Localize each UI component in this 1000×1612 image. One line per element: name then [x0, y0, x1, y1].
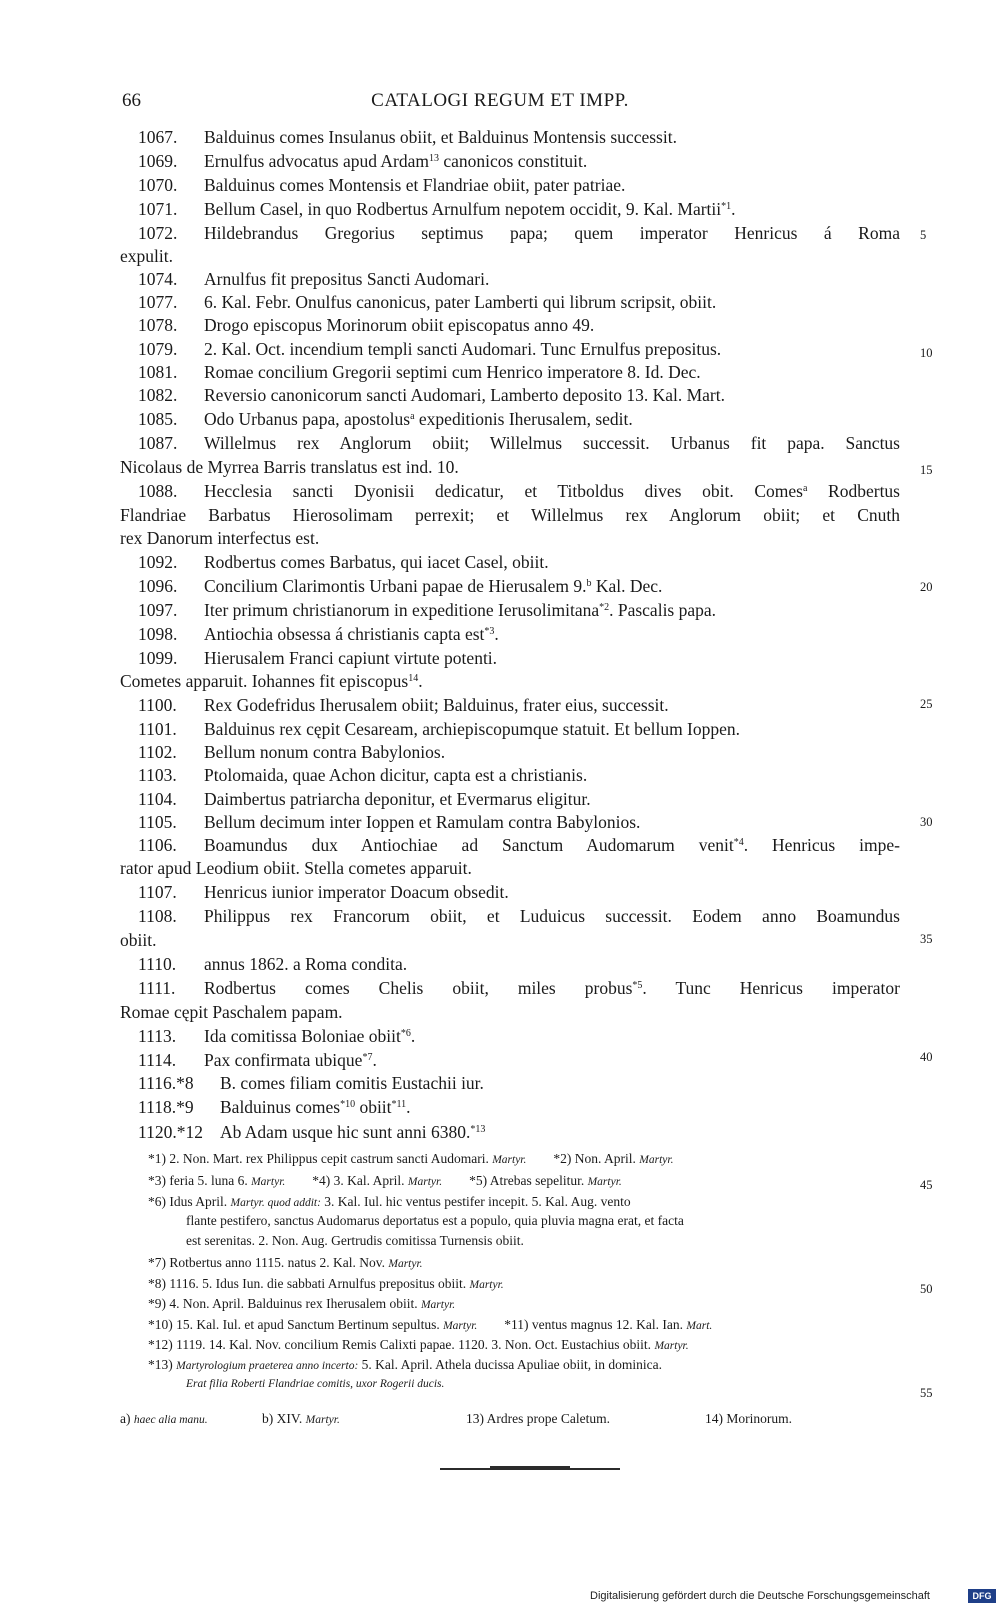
entry-year: 1074.: [138, 269, 178, 289]
entry-year: 1082.: [138, 385, 178, 405]
footnote: [148, 1316, 712, 1335]
entry-text: [120, 929, 900, 952]
footnote-source: Martyr.: [639, 1154, 674, 1166]
entry-text-part: Willelmus rex Anglorum obiit; Willelmus successit. Urbanus fit papa. Sanctus: [204, 433, 900, 453]
entry-text: [204, 953, 900, 976]
entry-year: 1088.: [138, 481, 178, 501]
footnote-source: Mart.: [686, 1320, 713, 1332]
entry-text-part: .: [406, 1097, 411, 1117]
footnote-mark: *11): [504, 1317, 529, 1332]
entry-year: 1103.: [138, 765, 177, 785]
page-number: 66: [122, 90, 141, 111]
margin-line-number: 15: [920, 463, 933, 477]
note-b: b) XIV. Martyr.: [262, 1411, 340, 1426]
footnote-source: Martyr.: [469, 1279, 504, 1291]
entry-year: 1078.: [138, 315, 178, 335]
entry-text: [204, 764, 900, 787]
entry-year: 1079.: [138, 339, 178, 359]
entry-text-part: Odo Urbanus papa, apostolus: [204, 409, 411, 429]
entry-year: 1087.: [138, 433, 178, 453]
entry-year: 1118.*9: [138, 1097, 194, 1117]
entry-year: 1102.: [138, 742, 177, 762]
entry-year: 1098.: [138, 624, 178, 644]
footnote-text: ventus magnus 12. Kal. Ian.: [531, 1317, 684, 1332]
entry-text-part: .: [731, 199, 736, 219]
entry-text-part: Ida comitissa Boloniae obiit: [204, 1026, 401, 1046]
margin-line-number: 55: [920, 1386, 933, 1400]
entry-text: [204, 314, 900, 337]
note-reference: 14: [408, 673, 419, 684]
entry-year: 1085.: [138, 409, 178, 429]
note-reference: *11: [391, 1099, 407, 1110]
entry-text: [204, 338, 900, 361]
entry-year: 1069.: [138, 151, 178, 171]
footnote-text: est serenitas. 2. Non. Aug. Gertrudis comitissa Turnensis obiit.: [186, 1233, 524, 1248]
entry-text-part: Kal. Dec.: [591, 576, 663, 596]
entry-text-part: Arnulfus fit prepositus Sancti Audomari.: [204, 269, 490, 289]
entry-text: [204, 291, 900, 314]
entry-text-part: Henricus iunior imperator Doacum obsedit.: [204, 882, 509, 902]
footnote-source: Martyrologium praeterea anno incerto:: [176, 1360, 359, 1372]
entry-text-part: Bellum Casel, in quo Rodbertus Arnulfum nepotem occidit, 9. Kal. Martii: [204, 199, 722, 219]
digitization-credit: Digitalisierung gefördert durch die Deutsche Forschungsgemeinschaft: [590, 1590, 930, 1602]
entry-year: 1107.: [138, 882, 177, 902]
footnote: [148, 1172, 622, 1191]
footnote-text: feria 5. luna 6.: [169, 1173, 248, 1188]
footnote-mark: *7): [148, 1255, 166, 1270]
entry-text: [204, 881, 900, 904]
footnote-mark: *1): [148, 1151, 166, 1166]
footnote-text: 3. Kal. April.: [333, 1173, 405, 1188]
footnote: [148, 1336, 689, 1355]
entry-text: [204, 694, 900, 717]
entry-text: [204, 268, 900, 291]
entry-year: 1070.: [138, 175, 178, 195]
entry-year: 1116.*8: [138, 1073, 194, 1093]
note-reference: *5: [632, 980, 643, 991]
footnote: [186, 1212, 684, 1229]
margin-line-number: 35: [920, 932, 933, 946]
entry-year: 1106.: [138, 835, 177, 855]
entry-text-part: Rodbertus: [807, 481, 900, 501]
entry-text-part: Antiochia obsessa á christianis capta est: [204, 624, 485, 644]
margin-line-number: 40: [920, 1050, 933, 1064]
entry-year: 1111.: [138, 978, 176, 998]
entry-text-part: annus 1862. a Roma condita.: [204, 954, 408, 974]
footnote-source: Martyr.: [443, 1320, 478, 1332]
note-reference: a: [410, 411, 415, 422]
footnote: [148, 1295, 455, 1314]
note-reference: a: [802, 483, 808, 494]
entry-text-part: Concilium Clarimontis Urbani papae de Hierusalem 9.: [204, 576, 587, 596]
footnote: [148, 1254, 423, 1273]
entry-text: [204, 718, 900, 741]
footnote-mark: *10): [148, 1317, 173, 1332]
entry-text-part: Nicolaus de Myrrea Barris translatus est ind. 10.: [120, 457, 459, 477]
entry-year: 1099.: [138, 648, 178, 668]
entry-year: 1077.: [138, 292, 178, 312]
entry-text-part: Rodbertus comes Barbatus, qui iacet Casel, obiit.: [204, 552, 549, 572]
footnote-text: 1119. 14. Kal. Nov. concilium Remis Calixti papae. 1120. 3. Non. Oct. Eustachius obiit.: [176, 1337, 652, 1352]
entry-text: [204, 647, 900, 670]
entry-text: [120, 527, 900, 550]
entry-text: [220, 1072, 900, 1095]
note-reference: *1: [721, 201, 732, 212]
entry-text: [220, 1121, 900, 1144]
entry-text-part: .: [494, 624, 499, 644]
entry-text-part: Bellum nonum contra Babylonios.: [204, 742, 446, 762]
entry-text-part: Hecclesia sancti Dyonisii dedicatur, et Titboldus dives obit. Comes: [204, 481, 803, 501]
entry-year: 1096.: [138, 576, 178, 596]
entry-text: [204, 1025, 900, 1048]
footnote-source: Martyr.: [251, 1176, 286, 1188]
note-reference: 13: [429, 153, 440, 164]
entry-text-part: .: [410, 1026, 416, 1046]
footnote: [148, 1150, 673, 1169]
entry-text-part: Hildebrandus Gregorius septimus papa; quem imperator Henricus á Roma: [204, 223, 900, 243]
entry-text-part: . Henricus impe-: [743, 835, 900, 855]
entry-text-part: Daimbertus patriarcha deponitur, et Evermarus eligitur.: [204, 789, 591, 809]
running-title: CATALOGI REGUM ET IMPP.: [371, 90, 629, 111]
entry-text: [204, 623, 900, 646]
footnote-text: flante pestifero, sanctus Audomarus deportatus est a populo, quia pluvia magna erat, et facta: [186, 1213, 684, 1228]
note-reference: *3: [484, 626, 495, 637]
entry-text-part: Reversio canonicorum sancti Audomari, Lamberto deposito 13. Kal. Mart.: [204, 385, 725, 405]
margin-line-number: 25: [920, 697, 933, 711]
entry-text-part: Cometes apparuit. Iohannes fit episcopus: [120, 671, 409, 691]
footnote-mark: *8): [148, 1276, 166, 1291]
entry-text-part: Balduinus comes: [220, 1097, 341, 1117]
entry-text: [204, 432, 900, 455]
entry-text-part: Balduinus comes Montensis et Flandriae obiit, pater patriae.: [204, 175, 626, 195]
entry-text: [120, 504, 900, 527]
note-reference: *10: [340, 1099, 356, 1110]
note-a: a) haec alia manu.: [120, 1411, 208, 1426]
entry-text-part: rator apud Leodium obiit. Stella cometes apparuit.: [120, 858, 472, 878]
entry-text-part: Ernulfus advocatus apud Ardam: [204, 151, 430, 171]
entry-text-part: Philippus rex Francorum obiit, et Luduicus successit. Eodem anno Boamundus: [204, 906, 900, 926]
footnote-source: Erat filia Roberti Flandriae comitis, uxor Rogerii ducis.: [186, 1378, 445, 1390]
footnote-text: 1116. 5. Idus Iun. die sabbati Arnulfus prepositus obiit.: [169, 1276, 467, 1291]
footnote-source: Martyr.: [492, 1154, 527, 1166]
entry-text-part: . Tunc Henricus imperator: [642, 978, 900, 998]
entry-year: 1114.: [138, 1050, 177, 1070]
entry-text: [204, 599, 900, 622]
footnote-mark: *2): [553, 1151, 572, 1166]
note-13: 13) Ardres prope Caletum.: [466, 1411, 610, 1426]
entry-text: [220, 1096, 900, 1119]
footnote-text: 3. Kal. Iul. hic ventus pestifer incepit. 5. Kal. Aug. vento: [324, 1194, 631, 1209]
margin-line-number: 5: [920, 228, 927, 242]
footnote-mark: *4): [312, 1173, 331, 1188]
entry-text: [204, 408, 900, 431]
footnote-mark: *3): [148, 1173, 166, 1188]
footnote-mark: *5): [469, 1173, 488, 1188]
entry-text: [204, 480, 900, 503]
margin-line-number: 50: [920, 1282, 933, 1296]
entry-text-part: canonicos constituit.: [439, 151, 588, 171]
entry-text: [204, 198, 900, 221]
footnote: [186, 1232, 524, 1249]
footnote-text: Atrebas sepelitur.: [489, 1173, 585, 1188]
entry-text-part: . Pascalis papa.: [609, 600, 717, 620]
entry-text-part: obiit: [355, 1097, 392, 1117]
entry-text-part: expulit.: [120, 246, 173, 266]
footnote-text: 5. Kal. April. Athela ducissa Apuliae obiit, in dominica.: [361, 1357, 663, 1372]
footnote-mark: *13): [148, 1357, 173, 1372]
footnote-text: 4. Non. April. Balduinus rex Iherusalem obiit.: [169, 1296, 418, 1311]
entry-year: 1100.: [138, 695, 177, 715]
entry-year: 1104.: [138, 789, 177, 809]
entry-text: [120, 1001, 900, 1024]
footnote-source: Martyr.: [587, 1176, 622, 1188]
entry-text: [204, 150, 900, 173]
entry-text-part: Hierusalem Franci capiunt virtute potenti.: [204, 648, 498, 668]
entry-text: [204, 741, 900, 764]
footnote: [148, 1193, 631, 1212]
entry-text-part: Balduinus comes Insulanus obiit, et Balduinus Montensis successit.: [204, 127, 677, 147]
footnote-source: Martyr. quod addit:: [230, 1197, 321, 1209]
note-reference: b: [586, 578, 592, 589]
footnote-mark: *6): [148, 1194, 166, 1209]
entry-text: [120, 670, 900, 693]
entry-text-part: Ptolomaida, quae Achon dicitur, capta est a christianis.: [204, 765, 588, 785]
entry-year: 1120.*12: [138, 1122, 203, 1142]
closing-rule-center: [490, 1466, 570, 1470]
entry-year: 1101.: [138, 719, 177, 739]
entry-text: [204, 575, 900, 598]
entry-year: 1110.: [138, 954, 177, 974]
entry-text: [204, 811, 900, 834]
entry-text-part: 2. Kal. Oct. incendium templi sancti Audomari. Tunc Ernulfus prepositus.: [204, 339, 722, 359]
entry-text: [204, 834, 900, 857]
entry-text-part: Boamundus dux Antiochiae ad Sanctum Audomarum venit: [204, 835, 734, 855]
note-reference: *13: [470, 1124, 486, 1135]
entry-text-part: .: [372, 1050, 377, 1070]
entry-text: [204, 1049, 900, 1072]
entry-year: 1072.: [138, 223, 178, 243]
margin-line-number: 20: [920, 580, 933, 594]
entry-year: 1071.: [138, 199, 178, 219]
entry-year: 1108.: [138, 906, 177, 926]
footnote-source: Martyr.: [420, 1299, 456, 1311]
footnote: [186, 1374, 444, 1393]
entry-text: [204, 551, 900, 574]
entry-year: 1105.: [138, 812, 177, 832]
entry-text-part: B. comes filiam comitis Eustachii iur.: [220, 1073, 484, 1093]
entry-text: [204, 126, 900, 149]
margin-line-number: 45: [920, 1178, 933, 1192]
footnote-text: 2. Non. Mart. rex Philippus cepit castrum sancti Audomari.: [169, 1151, 489, 1166]
footnote: [148, 1275, 504, 1294]
footnote-text: Idus April.: [169, 1194, 228, 1209]
entry-text-part: Bellum decimum inter Ioppen et Ramulam contra Babylonios.: [204, 812, 641, 832]
footnote-source: Martyr.: [407, 1176, 443, 1188]
footnote-source: Martyr.: [388, 1258, 423, 1270]
margin-line-number: 10: [920, 346, 933, 360]
entry-text-part: Rodbertus comes Chelis obiit, miles probus: [204, 978, 633, 998]
entry-year: 1097.: [138, 600, 178, 620]
entry-text: [204, 977, 900, 1000]
entry-text-part: Ab Adam usque hic sunt anni 6380.: [220, 1122, 471, 1142]
footnote-mark: *9): [148, 1296, 166, 1311]
entry-text-part: Drogo episcopus Morinorum obiit episcopatus anno 49.: [204, 315, 595, 335]
entry-text-part: Balduinus rex cępit Cesaream, archiepiscopumque statuit. Et bellum Ioppen.: [204, 719, 741, 739]
footnote: [148, 1356, 662, 1375]
entry-text-part: Romae concilium Gregorii septimi cum Henrico imperatore 8. Id. Dec.: [204, 362, 701, 382]
entry-text-part: obiit.: [120, 930, 157, 950]
entry-text: [204, 174, 900, 197]
note-reference: *2: [599, 602, 610, 613]
footnote-text: Rotbertus anno 1115. natus 2. Kal. Nov.: [169, 1255, 385, 1270]
entry-year: 1067.: [138, 127, 178, 147]
footnote-mark: *12): [148, 1337, 173, 1352]
entry-text: [120, 245, 900, 268]
note-reference: *6: [400, 1028, 411, 1039]
entry-text: [204, 361, 900, 384]
entry-text: [120, 456, 900, 479]
footnote-text: Non. April.: [574, 1151, 636, 1166]
entry-text-part: .: [418, 671, 423, 691]
entry-text: [204, 384, 900, 407]
entry-text-part: Romae cępit Paschalem papam.: [120, 1002, 343, 1022]
entry-text: [120, 857, 900, 880]
entry-text: [204, 905, 900, 928]
entry-year: 1081.: [138, 362, 178, 382]
entry-text-part: Rex Godefridus Iherusalem obiit; Balduinus, frater eius, successit.: [204, 695, 669, 715]
note-14: 14) Morinorum.: [705, 1411, 792, 1426]
margin-line-number: 30: [920, 815, 933, 829]
footnote-text: 15. Kal. Iul. et apud Sanctum Bertinum sepultus.: [176, 1317, 440, 1332]
dfg-logo: DFG: [968, 1589, 996, 1603]
entry-year: 1113.: [138, 1026, 177, 1046]
entry-text-part: Pax confirmata ubique: [204, 1050, 363, 1070]
entry-text: [204, 222, 900, 245]
entry-text: [204, 788, 900, 811]
footnote-source: Martyr.: [654, 1340, 689, 1352]
entry-text-part: Iter primum christianorum in expeditione Ierusolimitana: [204, 600, 600, 620]
note-reference: *7: [362, 1052, 373, 1063]
entry-text-part: expeditionis Iherusalem, sedit.: [414, 409, 633, 429]
note-reference: *4: [733, 837, 744, 848]
entry-text-part: rex Danorum interfectus est.: [120, 528, 320, 548]
entry-text-part: Flandriae Barbatus Hierosolimam perrexit; et Willelmus rex Anglorum obiit; et Cnuth: [120, 505, 900, 525]
entry-text-part: 6. Kal. Febr. Onulfus canonicus, pater Lamberti qui librum scripsit, obiit.: [204, 292, 717, 312]
entry-year: 1092.: [138, 552, 178, 572]
